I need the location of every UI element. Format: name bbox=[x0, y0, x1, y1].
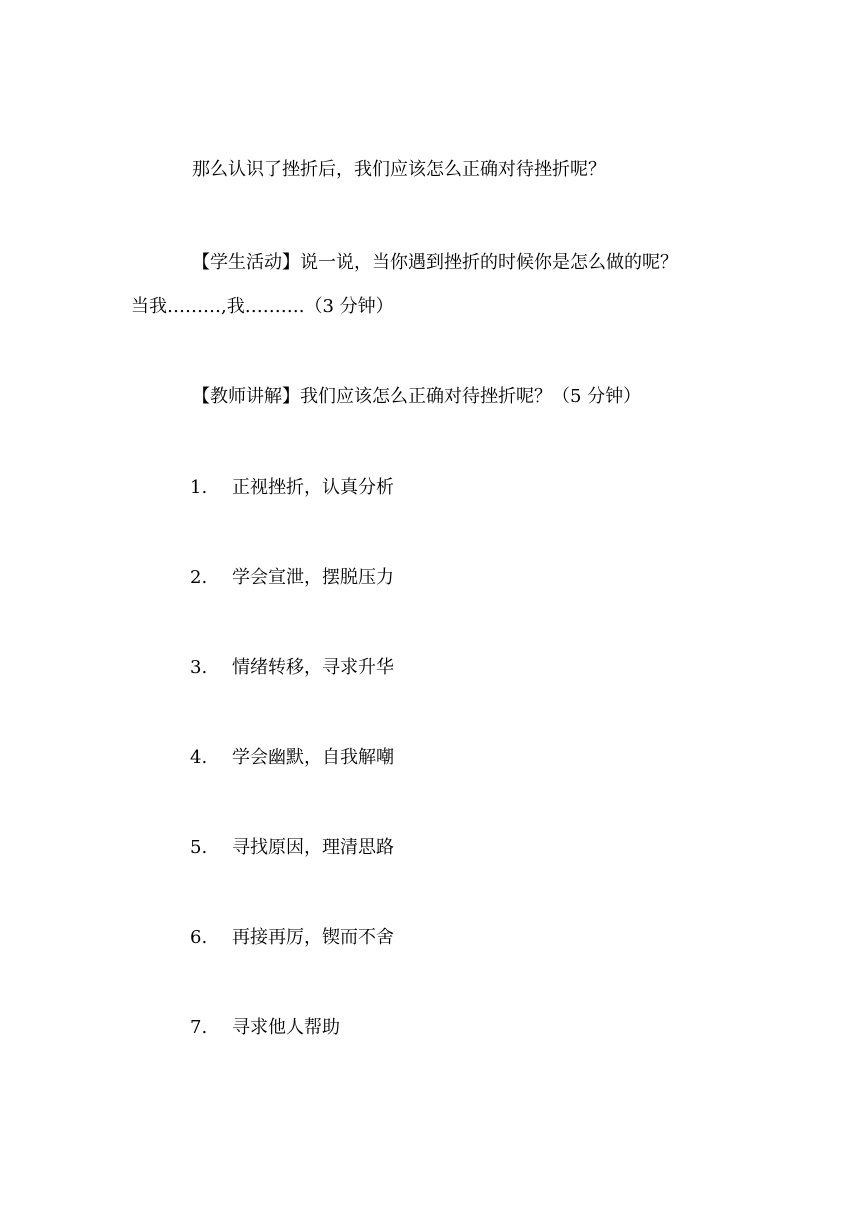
list-number: 1. bbox=[190, 477, 208, 498]
teacher-explain-text: 我们应该怎么正确对待挫折呢？（5 分钟） bbox=[300, 386, 642, 407]
list-item bbox=[190, 749, 394, 767]
list-text: 正视挫折，认真分析 bbox=[232, 477, 394, 498]
list-item bbox=[190, 929, 394, 947]
list-number: 2. bbox=[190, 567, 208, 588]
list-number: 3. bbox=[190, 657, 208, 678]
student-activity-line2: 当我………,我……….（3 分钟） bbox=[131, 296, 394, 317]
list-item bbox=[190, 659, 394, 677]
paragraph-intro: 那么认识了挫折后，我们应该怎么正确对待挫折呢？ bbox=[192, 159, 606, 180]
student-activity-line1 bbox=[192, 254, 678, 272]
list-number: 4. bbox=[190, 747, 208, 768]
list-text: 再接再厉，锲而不舍 bbox=[232, 927, 394, 948]
teacher-explain-tag: 【教师讲解】 bbox=[192, 386, 300, 407]
list-item bbox=[190, 569, 394, 587]
list-text: 学会幽默，自我解嘲 bbox=[232, 747, 394, 768]
list-text: 学会宣泄，摆脱压力 bbox=[232, 567, 394, 588]
list-text: 寻找原因，理清思路 bbox=[232, 837, 394, 858]
list-text: 寻求他人帮助 bbox=[232, 1017, 340, 1038]
list-number: 6. bbox=[190, 927, 208, 948]
list-item bbox=[190, 479, 394, 497]
list-number: 7. bbox=[190, 1017, 208, 1038]
student-activity-text: 说一说，当你遇到挫折的时候你是怎么做的呢？ bbox=[300, 252, 678, 273]
list-item bbox=[190, 839, 394, 857]
student-activity-tag: 【学生活动】 bbox=[192, 252, 300, 273]
teacher-explain-line bbox=[192, 388, 641, 406]
list-item bbox=[190, 1019, 340, 1037]
list-number: 5. bbox=[190, 837, 208, 858]
list-text: 情绪转移，寻求升华 bbox=[232, 657, 394, 678]
